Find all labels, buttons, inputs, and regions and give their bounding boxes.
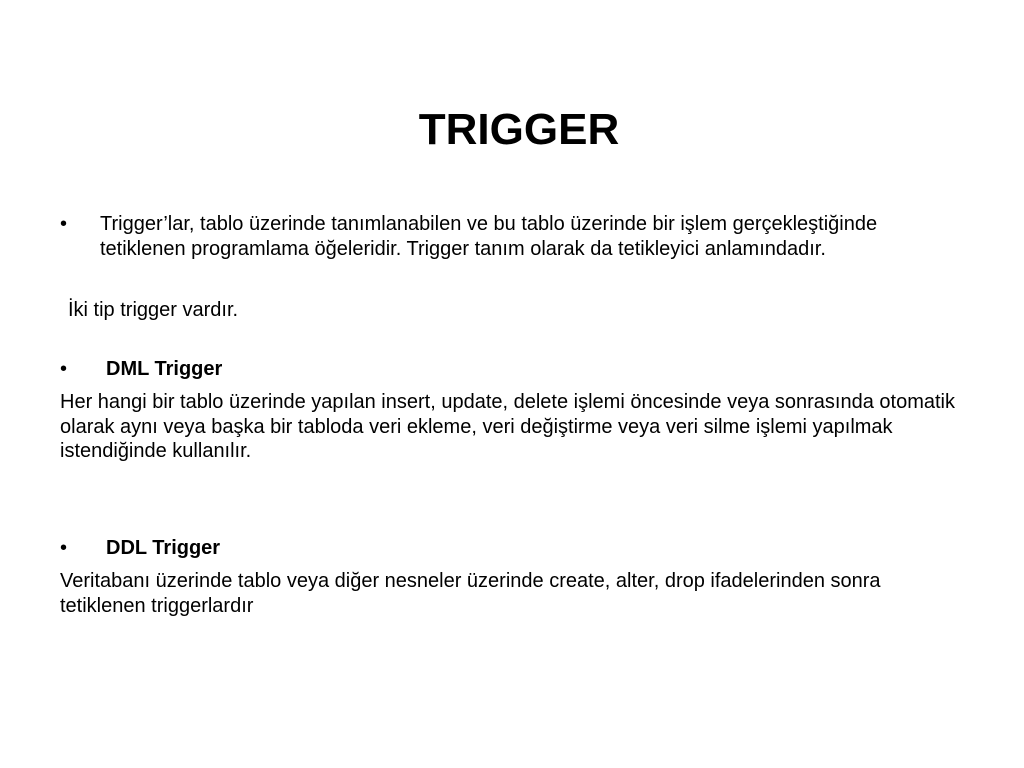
ddl-bullet bbox=[60, 536, 960, 561]
slide-title: TRIGGER bbox=[418, 105, 620, 154]
types-line: İki tip trigger vardır. bbox=[68, 299, 239, 321]
dml-bullet bbox=[60, 357, 960, 382]
dml-body: Her hangi bir tablo üzerinde yapılan insert, update, delete işlemi öncesinde veya sonrasında otomatik olarak aynı veya başka bir tabloda veri ekleme, veri değiştirme veya veri silme işlemi yapılmak istendiğinde kullanılır. bbox=[60, 391, 955, 462]
intro-bullet bbox=[60, 212, 960, 261]
slide-content bbox=[60, 212, 960, 618]
intro-text: Trigger’lar, tablo üzerinde tanımlanabilen ve bu tablo üzerinde bir işlem gerçekleştiğinde tetiklenen programlama öğeleridir. Trigger tanım olarak da tetikleyici anlamındadır. bbox=[100, 213, 878, 260]
bullet-icon: • bbox=[60, 213, 68, 235]
ddl-heading: DDL Trigger bbox=[106, 536, 221, 559]
dml-heading: DML Trigger bbox=[106, 357, 223, 380]
bullet-icon: • bbox=[60, 536, 68, 559]
bullet-icon: • bbox=[60, 357, 68, 380]
ddl-body: Veritabanı üzerinde tablo veya diğer nesneler üzerinde create, alter, drop ifadelerinden sonra tetiklenen triggerlardır bbox=[60, 570, 881, 617]
